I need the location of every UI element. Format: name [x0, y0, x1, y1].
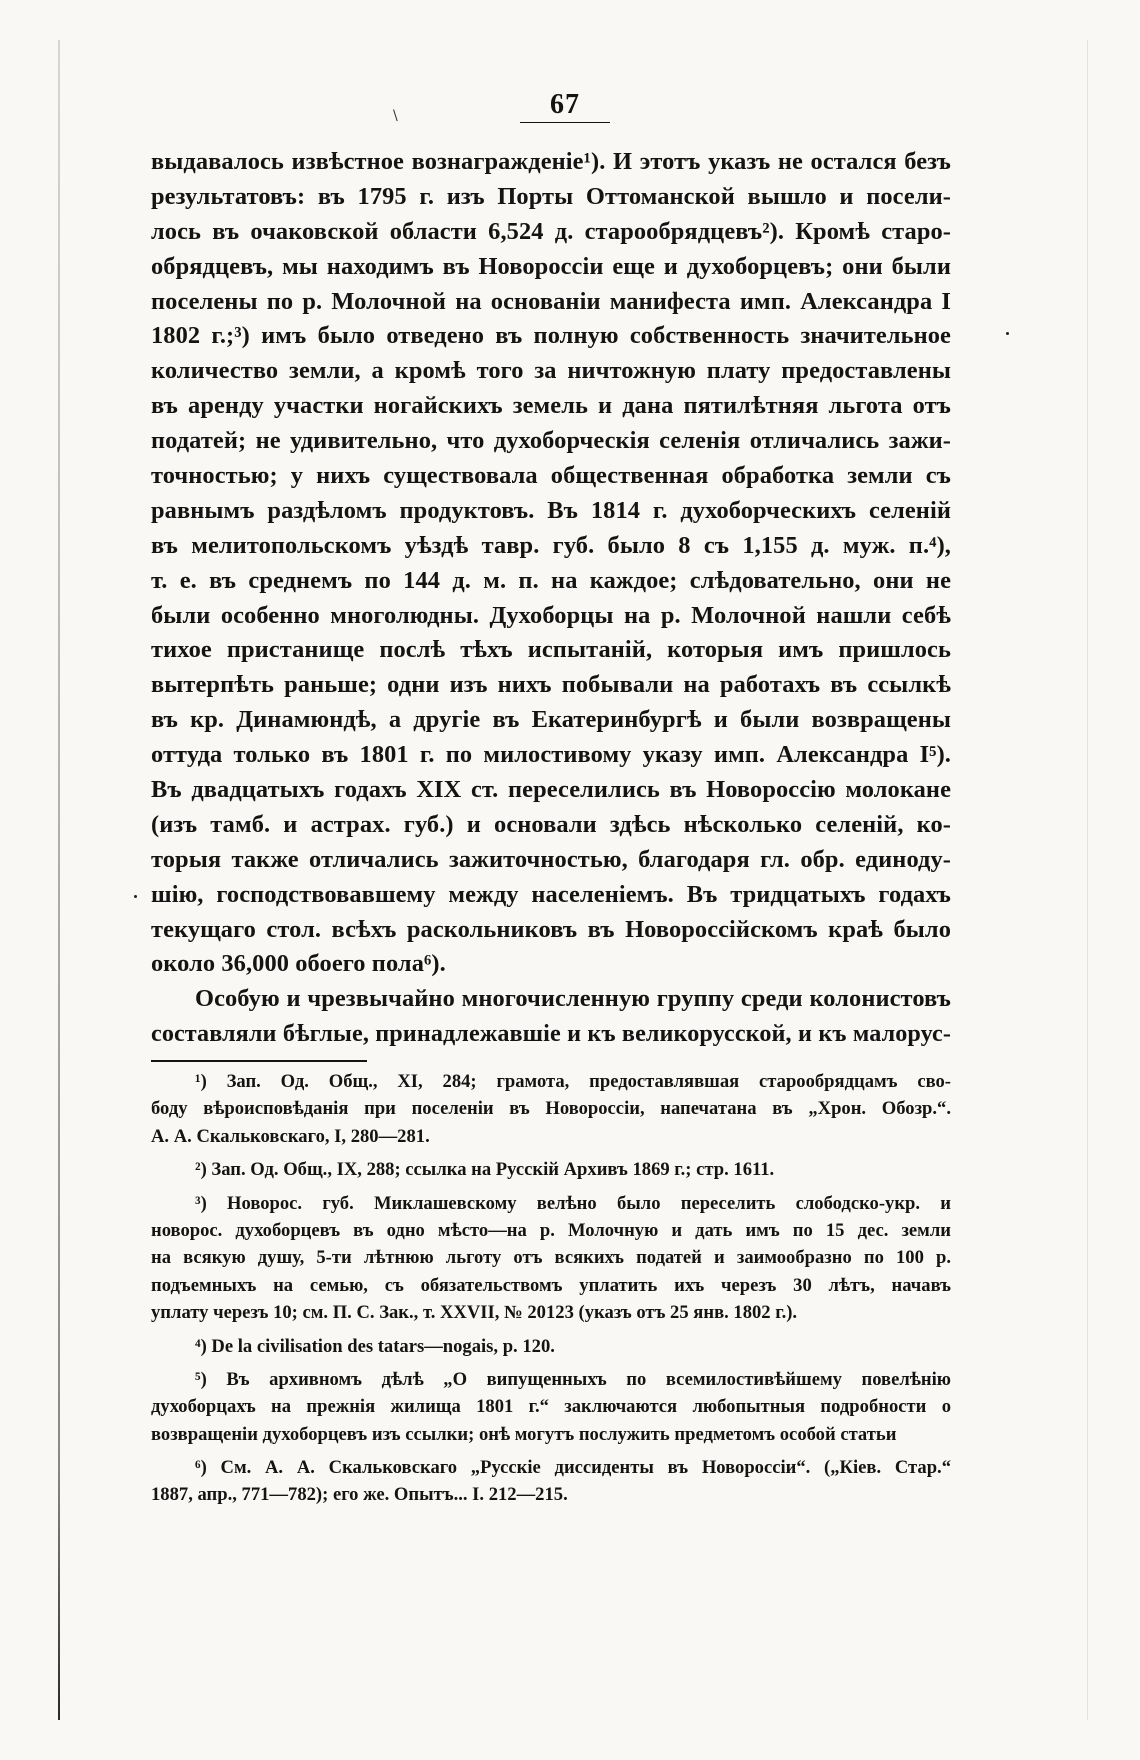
body-line: равнымъ раздѣломъ продуктовъ. Въ 1814 г. духоборческихъ селеній — [151, 496, 951, 524]
body-text — [151, 145, 951, 1052]
body-line: т. е. въ среднемъ по 144 д. м. п. на каждое; слѣдовательно, они не — [151, 566, 951, 594]
body-line: составляли бѣглые, принадлежавшіе и къ великорусской, и къ малорус- — [151, 1020, 951, 1048]
footnote-line: 1887, апр., 771—782); его же. Опытъ... I. 212—215. — [151, 1484, 568, 1506]
footnote-line: ⁶) См. А. А. Скальковскаго „Русскіе диссиденты въ Новороссіи“. („Кіев. Стар.“ — [195, 1457, 951, 1479]
footnote-line: на всякую душу, 5-ти лѣтнюю льготу отъ всякихъ податей и заимообразно по 100 р. — [151, 1247, 951, 1269]
body-line: результатовъ: въ 1795 г. изъ Порты Оттоманской вышло и посели- — [151, 182, 951, 210]
body-line: тихое пристанище послѣ тѣхъ испытаній, которыя имъ пришлось — [151, 636, 951, 664]
body-line: въ мелитопольскомъ уѣздѣ тавр. губ. было 8 съ 1,155 д. муж. п.⁴), — [151, 531, 951, 559]
tick-mark: \ — [393, 108, 398, 124]
footnote-line: ⁴) De la civilisation des tatars—nogais, p. 120. — [195, 1335, 555, 1357]
body-line: около 36,000 обоего пола⁶). — [151, 950, 446, 978]
body-line: вытерпѣть раньше; одни изъ нихъ побывали на работахъ въ ссылкѣ — [151, 671, 951, 699]
footnote-line: боду вѣроисповѣданія при поселеніи въ Новороссіи, напечатана въ „Хрон. Обозр.“. — [151, 1098, 951, 1120]
footnote-line: уплату черезъ 10; см. П. С. Зак., т. XXVII, № 20123 (указъ отъ 25 янв. 1802 г.). — [151, 1302, 798, 1324]
footnote-line: ²) Зап. Од. Общ., IX, 288; ссылка на Русскій Архивъ 1869 г.; стр. 1611. — [195, 1159, 775, 1181]
body-line: торыя также отличались зажиточностью, благодаря гл. обр. единоду- — [151, 845, 951, 873]
page-number: 67 — [520, 88, 610, 123]
body-line: податей; не удивительно, что духоборческія селенія отличались зажи- — [151, 427, 951, 455]
footnote-line: А. А. Скальковскаго, I, 280—281. — [151, 1125, 430, 1147]
footnote-line: новорос. духоборцевъ въ одно мѣсто—на р. Молочную и дать имъ по 15 дес. земли — [151, 1219, 951, 1241]
body-line: были особенно многолюдны. Духоборцы на р. Молочной нашли себѣ — [151, 601, 951, 629]
body-line: текущаго стол. всѣхъ раскольниковъ въ Новороссійскомъ краѣ было — [151, 915, 951, 943]
footnote-6 — [151, 1454, 951, 1509]
body-line: поселены по р. Молочной на основаніи манифеста имп. Александра I — [151, 287, 951, 315]
body-line: въ аренду участки ногайскихъ земель и дана пятилѣтняя льгота отъ — [151, 392, 951, 420]
footnote-1 — [151, 1068, 951, 1150]
body-line: обрядцевъ, мы находимъ въ Новороссіи еще и духоборцевъ; они были — [151, 252, 951, 280]
footnotes — [151, 1068, 951, 1509]
footnote-5 — [151, 1366, 951, 1448]
body-line: шію, господствовавшему между населеніемъ. Въ тридцатыхъ годахъ — [151, 880, 951, 908]
scan-edge-right — [1087, 40, 1088, 1720]
footnote-rule — [151, 1060, 367, 1062]
body-line: лось въ очаковской области 6,524 д. старообрядцевъ²). Кромѣ старо- — [151, 217, 951, 245]
body-line: выдавалось извѣстное вознагражденіе¹). И этотъ указъ не остался безъ — [151, 148, 951, 175]
scan-edge-left — [58, 40, 60, 1720]
body-line: Особую и чрезвычайно многочисленную группу среди колонистовъ — [195, 985, 951, 1013]
footnote-4 — [151, 1333, 951, 1360]
footnote-line: духоборцахъ на прежнія жилища 1801 г.“ заключаются любопытныя подробности о — [151, 1396, 951, 1418]
footnote-line: возвращеніи духоборцевъ изъ ссылки; онѣ могутъ послужить предметомъ особой статьи — [151, 1423, 897, 1445]
page-header — [520, 88, 610, 123]
footnote-3 — [151, 1190, 951, 1327]
footnote-line: подъемныхъ на семью, съ обязательствомъ уплатить ихъ черезъ 30 лѣтъ, начавъ — [151, 1274, 951, 1296]
body-line: въ кр. Динамюндѣ, а другіе въ Екатеринбургѣ и были возвращены — [151, 706, 951, 734]
footnote-line: ¹) Зап. Од. Общ., XI, 284; грамота, предоставлявшая старообрядцамъ сво- — [195, 1071, 951, 1092]
scan-speck — [1006, 332, 1009, 335]
body-line: (изъ тамб. и астрах. губ.) и основали здѣсь нѣсколько селеній, ко- — [151, 810, 951, 838]
footnote-2 — [151, 1156, 951, 1183]
body-line: 1802 г.;³) имъ было отведено въ полную собственность значительное — [151, 322, 951, 350]
body-line: оттуда только въ 1801 г. по милостивому указу имп. Александра I⁵). — [151, 741, 951, 769]
body-line: точностью; у нихъ существовала общественная обработка земли съ — [151, 462, 951, 490]
footnote-line: ³) Новорос. губ. Миклашевскому велѣно было переселить слободско-укр. и — [195, 1192, 951, 1214]
scan-speck — [134, 895, 137, 898]
body-line: количество земли, а кромѣ того за ничтожную плату предоставлены — [151, 357, 951, 385]
body-line: Въ двадцатыхъ годахъ XIX ст. переселились въ Новороссію молокане — [151, 776, 951, 804]
footnote-line: ⁵) Въ архивномъ дѣлѣ „О випущенныхъ по всемилостивѣйшему повелѣнію — [195, 1368, 951, 1390]
